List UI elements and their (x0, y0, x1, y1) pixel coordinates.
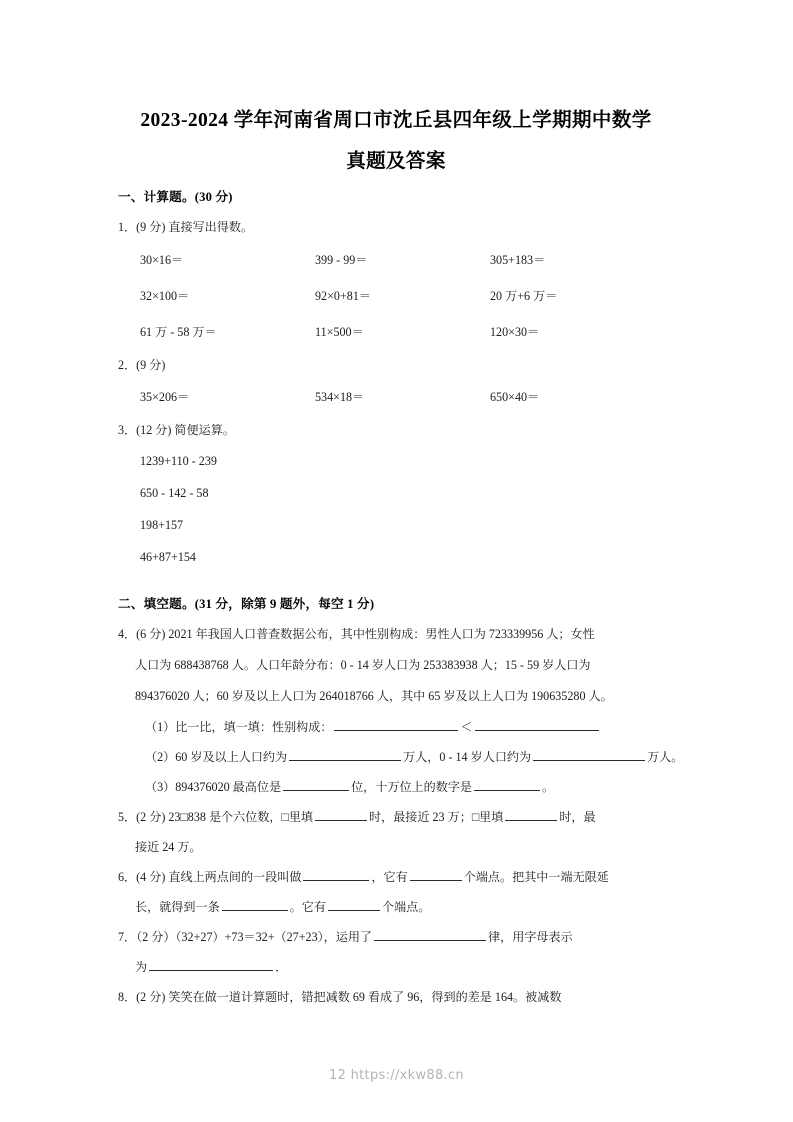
question-4-sub-2-text-a: （2）60 岁及以上人口约为 (145, 750, 288, 764)
question-1-row-2 (118, 278, 680, 314)
question-4-line-2: 人口为 688438768 人。人口年龄分布：0 - 14 岁人口为 253383938 人；15 - 59 岁人口为 (135, 658, 591, 672)
question-6-text-f: 个端点。 (381, 900, 431, 914)
question-4-sub-2-text-b: 万人，0 - 14 岁人口约为 (403, 750, 532, 764)
answer-blank[interactable] (374, 927, 486, 941)
answer-blank[interactable] (315, 807, 367, 821)
calc-cell: 20 万+6 万＝ (490, 289, 558, 303)
section-heading-2: 二、填空题。(31 分，除第 9 题外，每空 1 分) (118, 597, 375, 611)
calc-cell: 32×100＝ (140, 289, 190, 303)
question-3-item: 46+87+154 (140, 550, 196, 564)
question-5-line-2: 接近 24 万。 (135, 840, 202, 854)
question-2-prompt: 2．(9 分) (118, 358, 166, 372)
calc-cell: 30×16＝ (140, 253, 184, 267)
question-4-line-1: 4．(6 分) 2021 年我国人口普查数据公布，其中性别构成：男性人口为 723339956 人；女性 (118, 627, 595, 641)
question-6-text-e: 。它有 (289, 900, 326, 914)
answer-blank[interactable] (149, 957, 273, 971)
page-title-line-1: 2023-2024 学年河南省周口市沈丘县四年级上学期期中数学 (140, 110, 652, 131)
calc-cell: 399 - 99＝ (315, 253, 368, 267)
answer-blank[interactable] (475, 717, 599, 731)
question-1-row-3 (118, 314, 680, 350)
question-2-row-1 (118, 380, 680, 415)
page-title (96, 100, 696, 182)
question-4-sub-1-text: （1）比一比，填一填：性别构成： (145, 720, 333, 734)
answer-blank[interactable] (334, 717, 458, 731)
calc-cell: 650×40＝ (490, 390, 540, 404)
question-4-sub-3-text-a: （3）894376020 最高位是 (145, 780, 282, 794)
footer-watermark: 12 https://xkw88.cn (329, 1068, 464, 1083)
calc-cell: 11×500＝ (315, 325, 364, 339)
question-5-text-b: 时，最接近 23 万；□里填 (369, 810, 504, 824)
question-6-text-d: 长，就得到一条 (135, 900, 220, 914)
question-6-text-c: 个端点。把其中一端无限延 (463, 870, 609, 884)
question-6-line-2 (118, 892, 680, 922)
section-heading-1: 一、计算题。(30 分) (118, 190, 233, 204)
answer-blank[interactable] (410, 867, 462, 881)
answer-blank[interactable] (289, 747, 401, 761)
question-4-sub-3 (118, 772, 680, 802)
question-1-prompt: 1．(9 分) 直接写出得数。 (118, 220, 254, 234)
question-4-line-3: 894376020 人；60 岁及以上人口为 264018766 人，其中 65 岁及以上人口为 190635280 人。 (135, 689, 613, 703)
calc-cell: 120×30＝ (490, 325, 540, 339)
question-3-item: 650 - 142 - 58 (140, 486, 209, 500)
question-3-item: 198+157 (140, 518, 184, 532)
answer-blank[interactable] (533, 747, 645, 761)
question-6-text-a: 6．(4 分) 直线上两点间的一段叫做 (118, 870, 302, 884)
question-7-text-c: 为 (135, 960, 148, 974)
question-4-sub-2-text-c: 万人。 (647, 750, 684, 764)
page-title-line-2: 真题及答案 (346, 151, 446, 172)
question-1-row-1 (118, 242, 680, 278)
calc-cell: 61 万 - 58 万＝ (140, 325, 217, 339)
question-8-line-1: 8．(2 分) 笑笑在做一道计算题时，错把减数 69 看成了 96，得到的差是 164。被减数 (118, 990, 562, 1004)
question-4-sub-2 (118, 742, 684, 772)
answer-blank[interactable] (328, 897, 380, 911)
question-7-line-1 (118, 922, 680, 952)
calc-cell: 35×206＝ (140, 390, 190, 404)
calc-cell: 534×18＝ (315, 390, 365, 404)
question-6-text-b: ，它有 (371, 870, 408, 884)
answer-blank[interactable] (283, 777, 349, 791)
calc-cell: 92×0+81＝ (315, 289, 371, 303)
question-4-sub-3-text-b: 位，十万位上的数字是 (351, 780, 473, 794)
question-7-text-a: 7．（2 分）（32+27）+73＝32+（27+23），运用了 (118, 930, 373, 944)
question-6-line-1 (118, 862, 680, 892)
calc-cell: 305+183＝ (490, 253, 546, 267)
question-3-item: 1239+110 - 239 (140, 454, 217, 468)
answer-blank[interactable] (222, 897, 288, 911)
question-4-sub-1 (118, 712, 680, 742)
answer-blank[interactable] (303, 867, 369, 881)
question-7-text-b: 律，用字母表示 (488, 930, 573, 944)
answer-blank[interactable] (474, 777, 540, 791)
exam-content (118, 183, 684, 1012)
question-4-sub-3-text-c: 。 (542, 780, 555, 794)
question-5-line-1 (118, 802, 680, 832)
question-5-text-c: 时，最 (559, 810, 596, 824)
question-7-line-2 (118, 952, 680, 982)
question-7-text-d: ． (275, 960, 288, 974)
answer-blank[interactable] (505, 807, 557, 821)
question-3-prompt: 3．(12 分) 简便运算。 (118, 423, 235, 437)
question-5-text-a: 5．(2 分) 23□838 是个六位数，□里填 (118, 810, 314, 824)
question-4-sub-1-op: ＜ (460, 720, 473, 734)
